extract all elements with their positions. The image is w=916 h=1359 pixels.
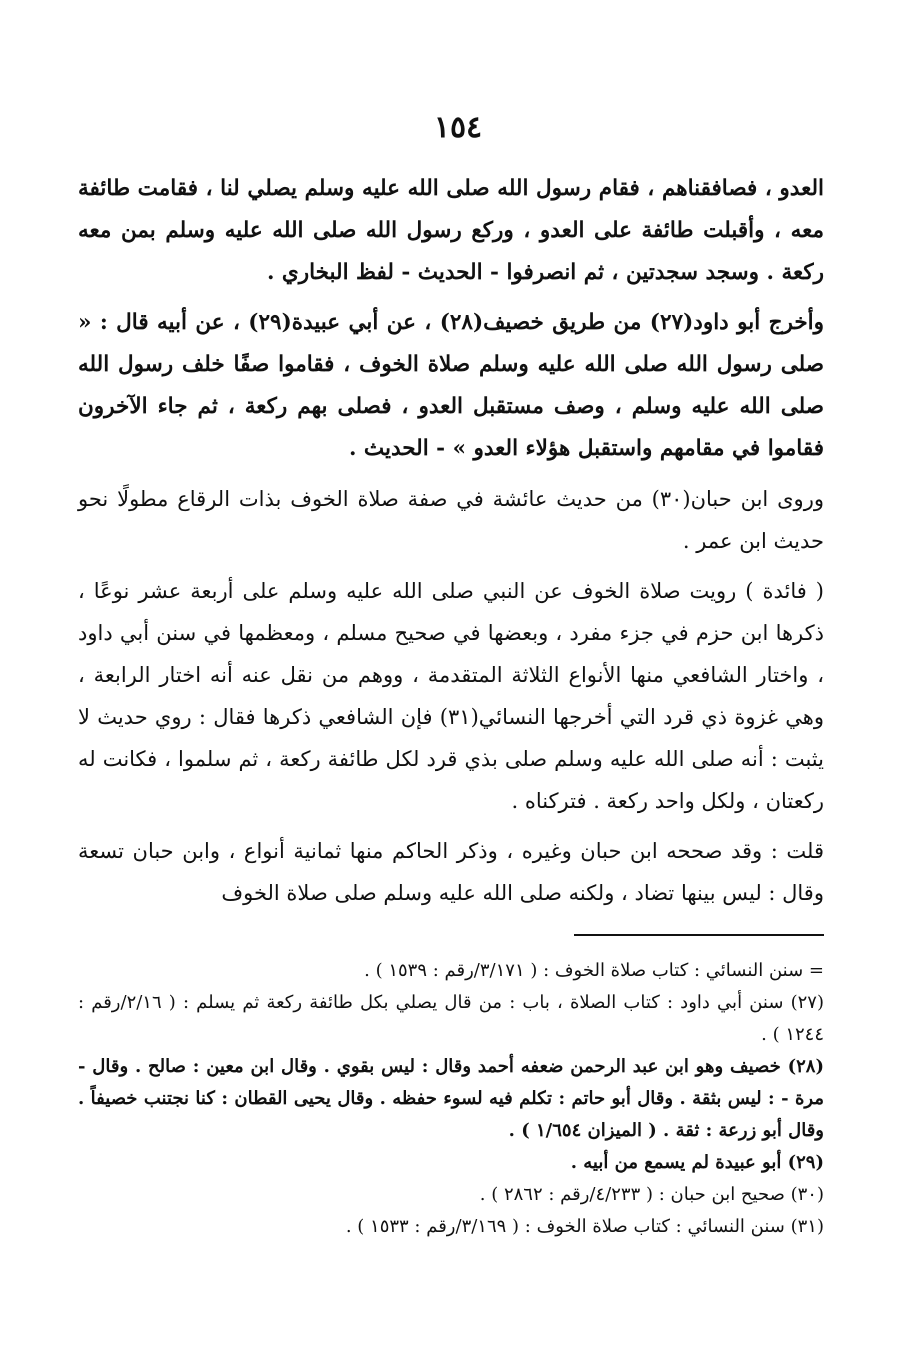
- paragraph-4: ( فائدة ) رويت صلاة الخوف عن النبي صلى الله عليه وسلم على أربعة عشر نوعًا ، ذكرها ابن حزم في جزء مفرد ، وبعضها في صحيح مسلم ، ومعظمها في سنن أبي داود ، واختار الشافعي منها الأنواع الثلاثة المتقدمة ، ووهم من نقل عنه أنه اختار الرابعة ، وهي غزوة ذي قرد التي أخرجها النسائي(٣١) فإن الشافعي ذكرها فقال : روي حديث لا يثبت : أنه صلى الله عليه وسلم صلى بذي قرد لكل طائفة ركعة ، ثم سلموا ، فكانت له ركعتان ، ولكل واحد ركعة . فتركناه .: [78, 579, 824, 813]
- footnote-continuation: = سنن النسائي : كتاب صلاة الخوف : ( ٣/١٧١/رقم : ١٥٣٩ ) .: [364, 960, 824, 981]
- footnotes: [78, 955, 824, 1243]
- footnote-30: (٣٠) صحيح ابن حبان : ( ٤/٢٣٣/رقم : ٢٨٦٢ ) .: [479, 1184, 824, 1205]
- main-text: [78, 168, 824, 922]
- footnote-31: (٣١) سنن النسائي : كتاب صلاة الخوف : ( ٣/١٦٩/رقم : ١٥٣٣ ) .: [345, 1216, 824, 1237]
- footnote-29: (٢٩) أبو عبيدة لم يسمع من أبيه .: [570, 1152, 824, 1173]
- paragraph-5: قلت : وقد صححه ابن حبان وغيره ، وذكر الحاكم منها ثمانية أنواع ، وابن حبان تسعة وقال : ليس بينها تضاد ، ولكنه صلى الله عليه وسلم صلى صلاة الخوف: [78, 839, 824, 905]
- paragraph-2: وأخرج أبو داود(٢٧) من طريق خصيف(٢٨) ، عن أبي عبيدة(٢٩) ، عن أبيه قال : « صلى رسول الله صلى الله عليه وسلم صلاة الخوف ، فقاموا صفًا خلف رسول الله صلى الله عليه وسلم ، وصف مستقبل العدو ، فصلى بهم ركعة ، ثم جاء الآخرون فقاموا في مقامهم واستقبل هؤلاء العدو » - الحديث .: [78, 310, 824, 461]
- paragraph-1: العدو ، فصافقناهم ، فقام رسول الله صلى الله عليه وسلم يصلي لنا ، فقامت طائفة معه ، وأقبلت طائفة على العدو ، وركع رسول الله صلى الله عليه وسلم بمن معه ركعة . وسجد سجدتين ، ثم انصرفوا - الحديث - لفظ البخاري .: [78, 176, 824, 285]
- footnote-27: (٢٧) سنن أبي داود : كتاب الصلاة ، باب : من قال يصلي بكل طائفة ركعة ثم يسلم : ( ٢/١٦/رقم : ١٢٤٤ ) .: [78, 992, 824, 1045]
- footnote-separator: [574, 934, 824, 936]
- footnote-28: (٢٨) خصيف وهو ابن عبد الرحمن ضعفه أحمد وقال : ليس بقوي . وقال ابن معين : صالح . وقال - مرة - : ليس بثقة . وقال أبو حاتم : تكلم فيه لسوء حفظه . وقال يحيى القطان : كنا نجتنب خصيفاً . وقال أبو زرعة : ثقة . ( الميزان ١/٦٥٤ ) .: [78, 1056, 824, 1141]
- paragraph-3: وروى ابن حبان(٣٠) من حديث عائشة في صفة صلاة الخوف بذات الرقاع مطولًا نحو حديث ابن عمر .: [78, 487, 824, 553]
- page-number: ١٥٤: [433, 110, 483, 145]
